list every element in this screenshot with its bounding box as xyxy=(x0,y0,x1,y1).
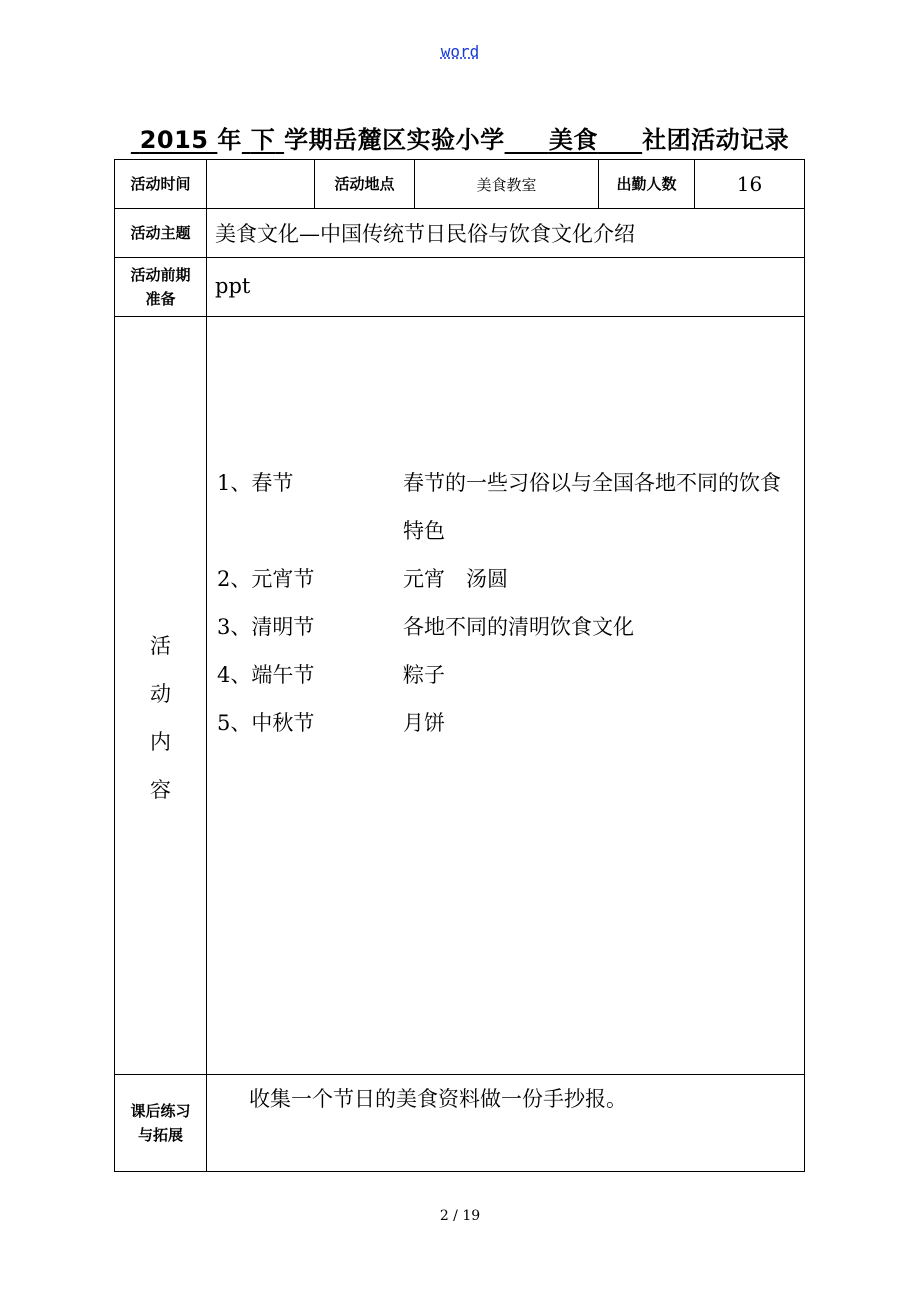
content-label-char: 活 xyxy=(150,633,171,658)
title-term: 下 xyxy=(250,126,276,154)
place-label: 活动地点 xyxy=(315,160,415,209)
festival-name: 5、中秋节 xyxy=(217,711,315,735)
table-row xyxy=(115,317,805,1075)
content-label xyxy=(115,317,207,1075)
festival-name: 2、元宵节 xyxy=(217,567,315,591)
prep-label-line2: 准备 xyxy=(145,290,176,308)
table-row xyxy=(115,1075,805,1172)
prep-label-line1: 活动前期 xyxy=(130,266,191,284)
homework-label-line1: 课后练习 xyxy=(130,1102,191,1120)
attendance-value: 16 xyxy=(695,160,805,209)
festival-name: 3、清明节 xyxy=(217,615,315,639)
page-title xyxy=(0,120,920,155)
festival-desc: 春节的一些习俗以与全国各地不同的饮食特色 xyxy=(403,471,781,543)
homework-label xyxy=(115,1075,207,1172)
table-row xyxy=(115,209,805,258)
title-school: 学期岳麓区实验小学 xyxy=(284,126,505,154)
title-year: 2015 xyxy=(139,126,209,154)
content-cell xyxy=(207,317,805,1075)
content-label-char: 动 xyxy=(150,681,171,706)
title-suffix: 社团活动记录 xyxy=(642,126,790,154)
prep-label xyxy=(115,258,207,317)
list-item xyxy=(217,651,797,699)
list-item xyxy=(217,555,797,603)
list-item xyxy=(217,699,797,747)
homework-value: 收集一个节日的美食资料做一份手抄报。 xyxy=(207,1075,805,1172)
content-label-char: 容 xyxy=(150,777,171,802)
header-word-link[interactable] xyxy=(0,42,920,61)
list-item xyxy=(217,603,797,651)
festival-desc: 月饼 xyxy=(403,711,445,735)
theme-label: 活动主题 xyxy=(115,209,207,258)
attendance-label: 出勤人数 xyxy=(599,160,695,209)
content-label-char: 内 xyxy=(150,729,171,754)
festival-name: 1、春节 xyxy=(217,471,294,495)
festival-desc: 各地不同的清明饮食文化 xyxy=(403,615,634,639)
time-label: 活动时间 xyxy=(115,160,207,209)
festival-desc: 元宵 汤圆 xyxy=(403,567,508,591)
title-club-name: 美食 xyxy=(548,126,598,154)
festival-list xyxy=(217,459,797,747)
list-item xyxy=(217,459,797,555)
festival-desc: 粽子 xyxy=(403,663,445,687)
table-row xyxy=(115,160,805,209)
prep-value: ppt xyxy=(207,258,805,317)
word-link-text[interactable]: word xyxy=(440,42,480,61)
theme-value: 美食文化—中国传统节日民俗与饮食文化介绍 xyxy=(207,209,805,258)
activity-record-table xyxy=(114,159,805,1172)
title-year-suffix: 年 xyxy=(217,126,242,154)
time-value xyxy=(207,160,315,209)
page-number: 2 / 19 xyxy=(439,1208,481,1224)
festival-name: 4、端午节 xyxy=(217,663,315,687)
table-row xyxy=(115,258,805,317)
place-value: 美食教室 xyxy=(415,160,599,209)
homework-label-line2: 与拓展 xyxy=(137,1126,183,1144)
